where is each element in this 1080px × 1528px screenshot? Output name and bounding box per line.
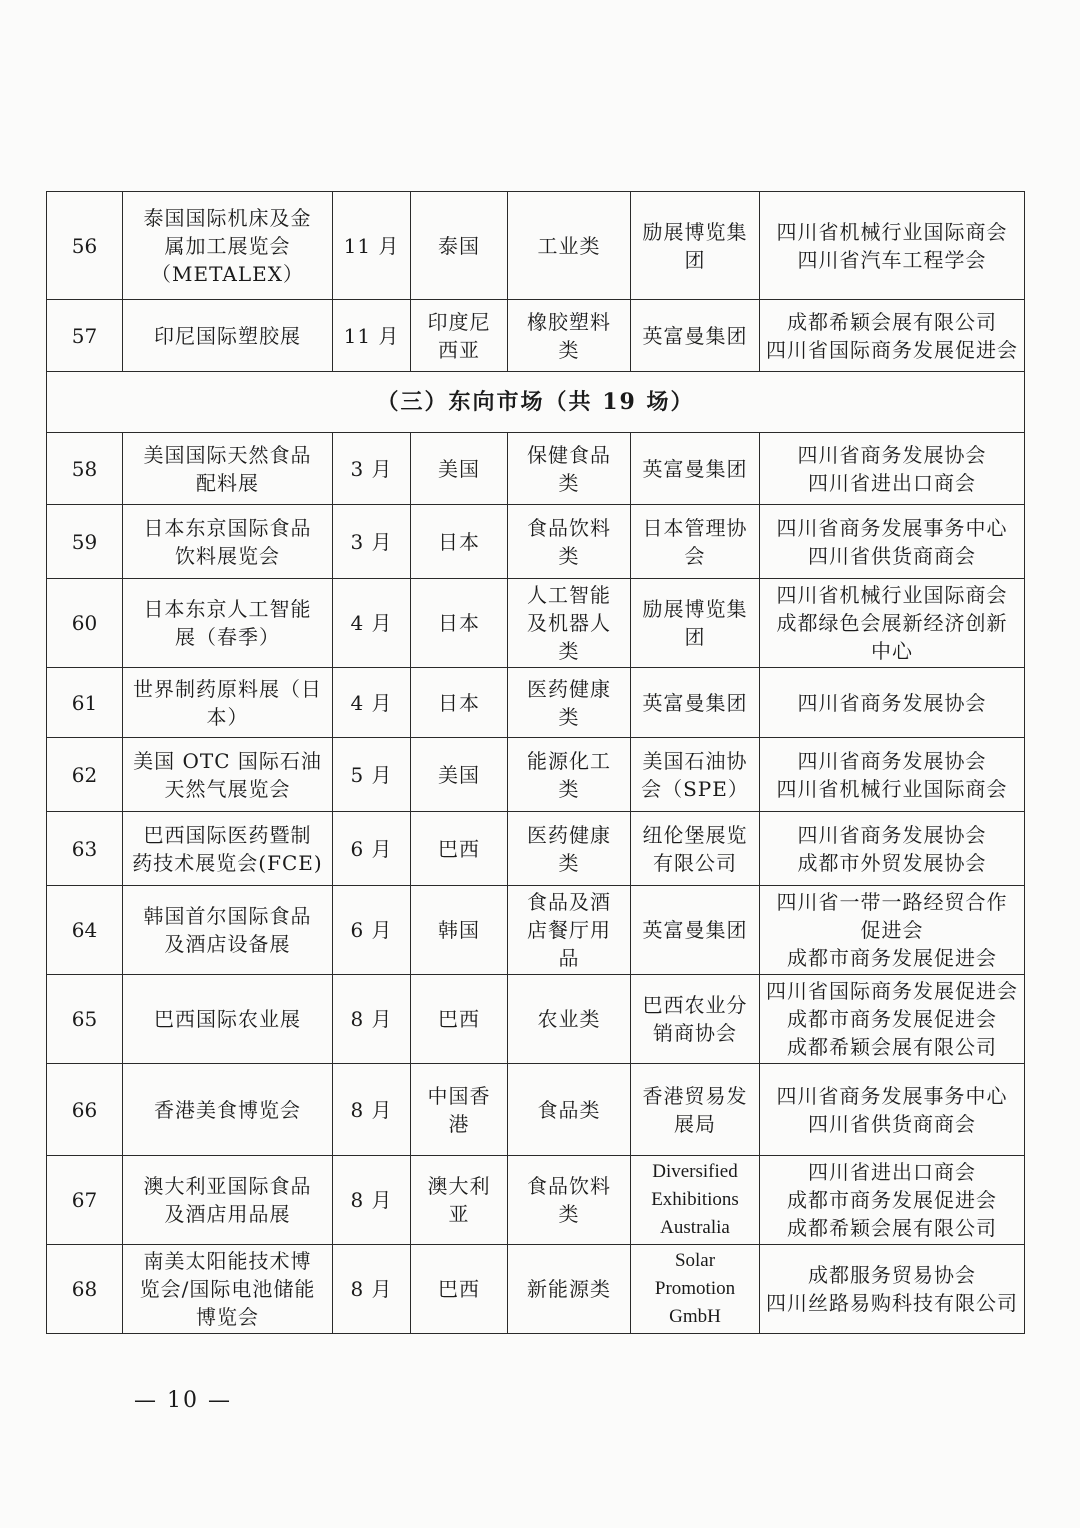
cell-month: 6 月 xyxy=(333,812,411,886)
cell-organizer: 英富曼集团 xyxy=(631,300,760,372)
table-row xyxy=(47,812,1025,886)
cell-organizer: 美国石油协 会（SPE） xyxy=(631,738,760,812)
table-row xyxy=(47,886,1025,975)
cell-country: 巴西 xyxy=(411,975,508,1064)
cell-partner: 四川省商务发展协会 xyxy=(760,668,1025,738)
section-header-row xyxy=(47,372,1025,433)
table-row xyxy=(47,975,1025,1064)
cell-partner: 四川省商务发展事务中心 四川省供货商商会 xyxy=(760,505,1025,579)
table-row xyxy=(47,505,1025,579)
cell-number: 64 xyxy=(47,886,123,975)
cell-exhibition-name: 澳大利亚国际食品 及酒店用品展 xyxy=(123,1156,333,1245)
cell-number: 60 xyxy=(47,579,123,668)
cell-category: 工业类 xyxy=(508,192,631,300)
cell-category: 医药健康 类 xyxy=(508,812,631,886)
cell-number: 63 xyxy=(47,812,123,886)
cell-partner: 四川省商务发展协会 四川省进出口商会 xyxy=(760,433,1025,505)
cell-month: 11 月 xyxy=(333,192,411,300)
rows-eastern-market xyxy=(47,433,1025,1334)
cell-month: 8 月 xyxy=(333,1245,411,1334)
table-row xyxy=(47,300,1025,372)
cell-category: 食品饮料 类 xyxy=(508,1156,631,1245)
section-row-wrapper xyxy=(47,372,1025,433)
cell-category: 食品类 xyxy=(508,1064,631,1156)
table-row xyxy=(47,192,1025,300)
cell-organizer: Solar Promotion GmbH xyxy=(631,1245,760,1334)
cell-number: 56 xyxy=(47,192,123,300)
table-row xyxy=(47,579,1025,668)
cell-exhibition-name: 日本东京国际食品 饮料展览会 xyxy=(123,505,333,579)
cell-month: 8 月 xyxy=(333,1064,411,1156)
cell-exhibition-name: 世界制药原料展（日 本） xyxy=(123,668,333,738)
cell-category: 食品饮料 类 xyxy=(508,505,631,579)
cell-exhibition-name: 印尼国际塑胶展 xyxy=(123,300,333,372)
cell-organizer: 日本管理协 会 xyxy=(631,505,760,579)
cell-category: 医药健康 类 xyxy=(508,668,631,738)
cell-exhibition-name: 美国 OTC 国际石油 天然气展览会 xyxy=(123,738,333,812)
cell-partner: 成都希颖会展有限公司 四川省国际商务发展促进会 xyxy=(760,300,1025,372)
cell-partner: 四川省机械行业国际商会 成都绿色会展新经济创新 中心 xyxy=(760,579,1025,668)
cell-month: 8 月 xyxy=(333,1156,411,1245)
cell-country: 泰国 xyxy=(411,192,508,300)
cell-partner: 四川省机械行业国际商会 四川省汽车工程学会 xyxy=(760,192,1025,300)
cell-country: 巴西 xyxy=(411,1245,508,1334)
cell-organizer: 巴西农业分 销商协会 xyxy=(631,975,760,1064)
cell-country: 日本 xyxy=(411,579,508,668)
cell-number: 65 xyxy=(47,975,123,1064)
cell-organizer: 励展博览集 团 xyxy=(631,579,760,668)
cell-month: 4 月 xyxy=(333,579,411,668)
cell-organizer: 香港贸易发 展局 xyxy=(631,1064,760,1156)
cell-partner: 四川省商务发展协会 成都市外贸发展协会 xyxy=(760,812,1025,886)
cell-number: 62 xyxy=(47,738,123,812)
cell-exhibition-name: 韩国首尔国际食品 及酒店设备展 xyxy=(123,886,333,975)
cell-country: 巴西 xyxy=(411,812,508,886)
cell-month: 6 月 xyxy=(333,886,411,975)
cell-category: 新能源类 xyxy=(508,1245,631,1334)
table-row xyxy=(47,668,1025,738)
cell-country: 澳大利 亚 xyxy=(411,1156,508,1245)
cell-category: 橡胶塑料 类 xyxy=(508,300,631,372)
table-row xyxy=(47,1245,1025,1334)
cell-exhibition-name: 南美太阳能技术博 览会/国际电池储能 博览会 xyxy=(123,1245,333,1334)
cell-category: 保健食品 类 xyxy=(508,433,631,505)
cell-exhibition-name: 巴西国际医药暨制 药技术展览会(FCE) xyxy=(123,812,333,886)
cell-month: 5 月 xyxy=(333,738,411,812)
cell-country: 日本 xyxy=(411,668,508,738)
cell-exhibition-name: 巴西国际农业展 xyxy=(123,975,333,1064)
cell-country: 美国 xyxy=(411,738,508,812)
cell-number: 58 xyxy=(47,433,123,505)
cell-country: 美国 xyxy=(411,433,508,505)
cell-month: 3 月 xyxy=(333,505,411,579)
cell-country: 韩国 xyxy=(411,886,508,975)
cell-partner: 成都服务贸易协会 四川丝路易购科技有限公司 xyxy=(760,1245,1025,1334)
table-row xyxy=(47,433,1025,505)
cell-organizer: 英富曼集团 xyxy=(631,886,760,975)
cell-month: 3 月 xyxy=(333,433,411,505)
cell-category: 食品及酒 店餐厅用 品 xyxy=(508,886,631,975)
exhibition-table xyxy=(46,191,1025,1334)
cell-partner: 四川省商务发展事务中心 四川省供货商商会 xyxy=(760,1064,1025,1156)
cell-partner: 四川省进出口商会 成都市商务发展促进会 成都希颖会展有限公司 xyxy=(760,1156,1025,1245)
cell-category: 人工智能 及机器人 类 xyxy=(508,579,631,668)
cell-partner: 四川省一带一路经贸合作 促进会 成都市商务发展促进会 xyxy=(760,886,1025,975)
cell-country: 日本 xyxy=(411,505,508,579)
cell-number: 57 xyxy=(47,300,123,372)
cell-number: 66 xyxy=(47,1064,123,1156)
cell-organizer: Diversified Exhibitions Australia xyxy=(631,1156,760,1245)
cell-number: 67 xyxy=(47,1156,123,1245)
cell-country: 印度尼 西亚 xyxy=(411,300,508,372)
cell-partner: 四川省国际商务发展促进会 成都市商务发展促进会 成都希颖会展有限公司 xyxy=(760,975,1025,1064)
cell-organizer: 纽伦堡展览 有限公司 xyxy=(631,812,760,886)
cell-exhibition-name: 香港美食博览会 xyxy=(123,1064,333,1156)
cell-exhibition-name: 日本东京人工智能 展（春季） xyxy=(123,579,333,668)
cell-number: 61 xyxy=(47,668,123,738)
rows-western-market xyxy=(47,192,1025,372)
cell-organizer: 英富曼集团 xyxy=(631,433,760,505)
table-row xyxy=(47,738,1025,812)
cell-partner: 四川省商务发展协会 四川省机械行业国际商会 xyxy=(760,738,1025,812)
table-row xyxy=(47,1156,1025,1245)
section-header: （三）东向市场（共 19 场） xyxy=(47,372,1025,433)
cell-month: 11 月 xyxy=(333,300,411,372)
cell-category: 能源化工 类 xyxy=(508,738,631,812)
cell-month: 4 月 xyxy=(333,668,411,738)
cell-exhibition-name: 美国国际天然食品 配料展 xyxy=(123,433,333,505)
page-number: — 10 — xyxy=(134,1388,232,1413)
table-row xyxy=(47,1064,1025,1156)
cell-exhibition-name: 泰国国际机床及金 属加工展览会 （METALEX） xyxy=(123,192,333,300)
cell-country: 中国香 港 xyxy=(411,1064,508,1156)
cell-category: 农业类 xyxy=(508,975,631,1064)
cell-number: 59 xyxy=(47,505,123,579)
cell-month: 8 月 xyxy=(333,975,411,1064)
cell-organizer: 英富曼集团 xyxy=(631,668,760,738)
cell-organizer: 励展博览集 团 xyxy=(631,192,760,300)
cell-number: 68 xyxy=(47,1245,123,1334)
